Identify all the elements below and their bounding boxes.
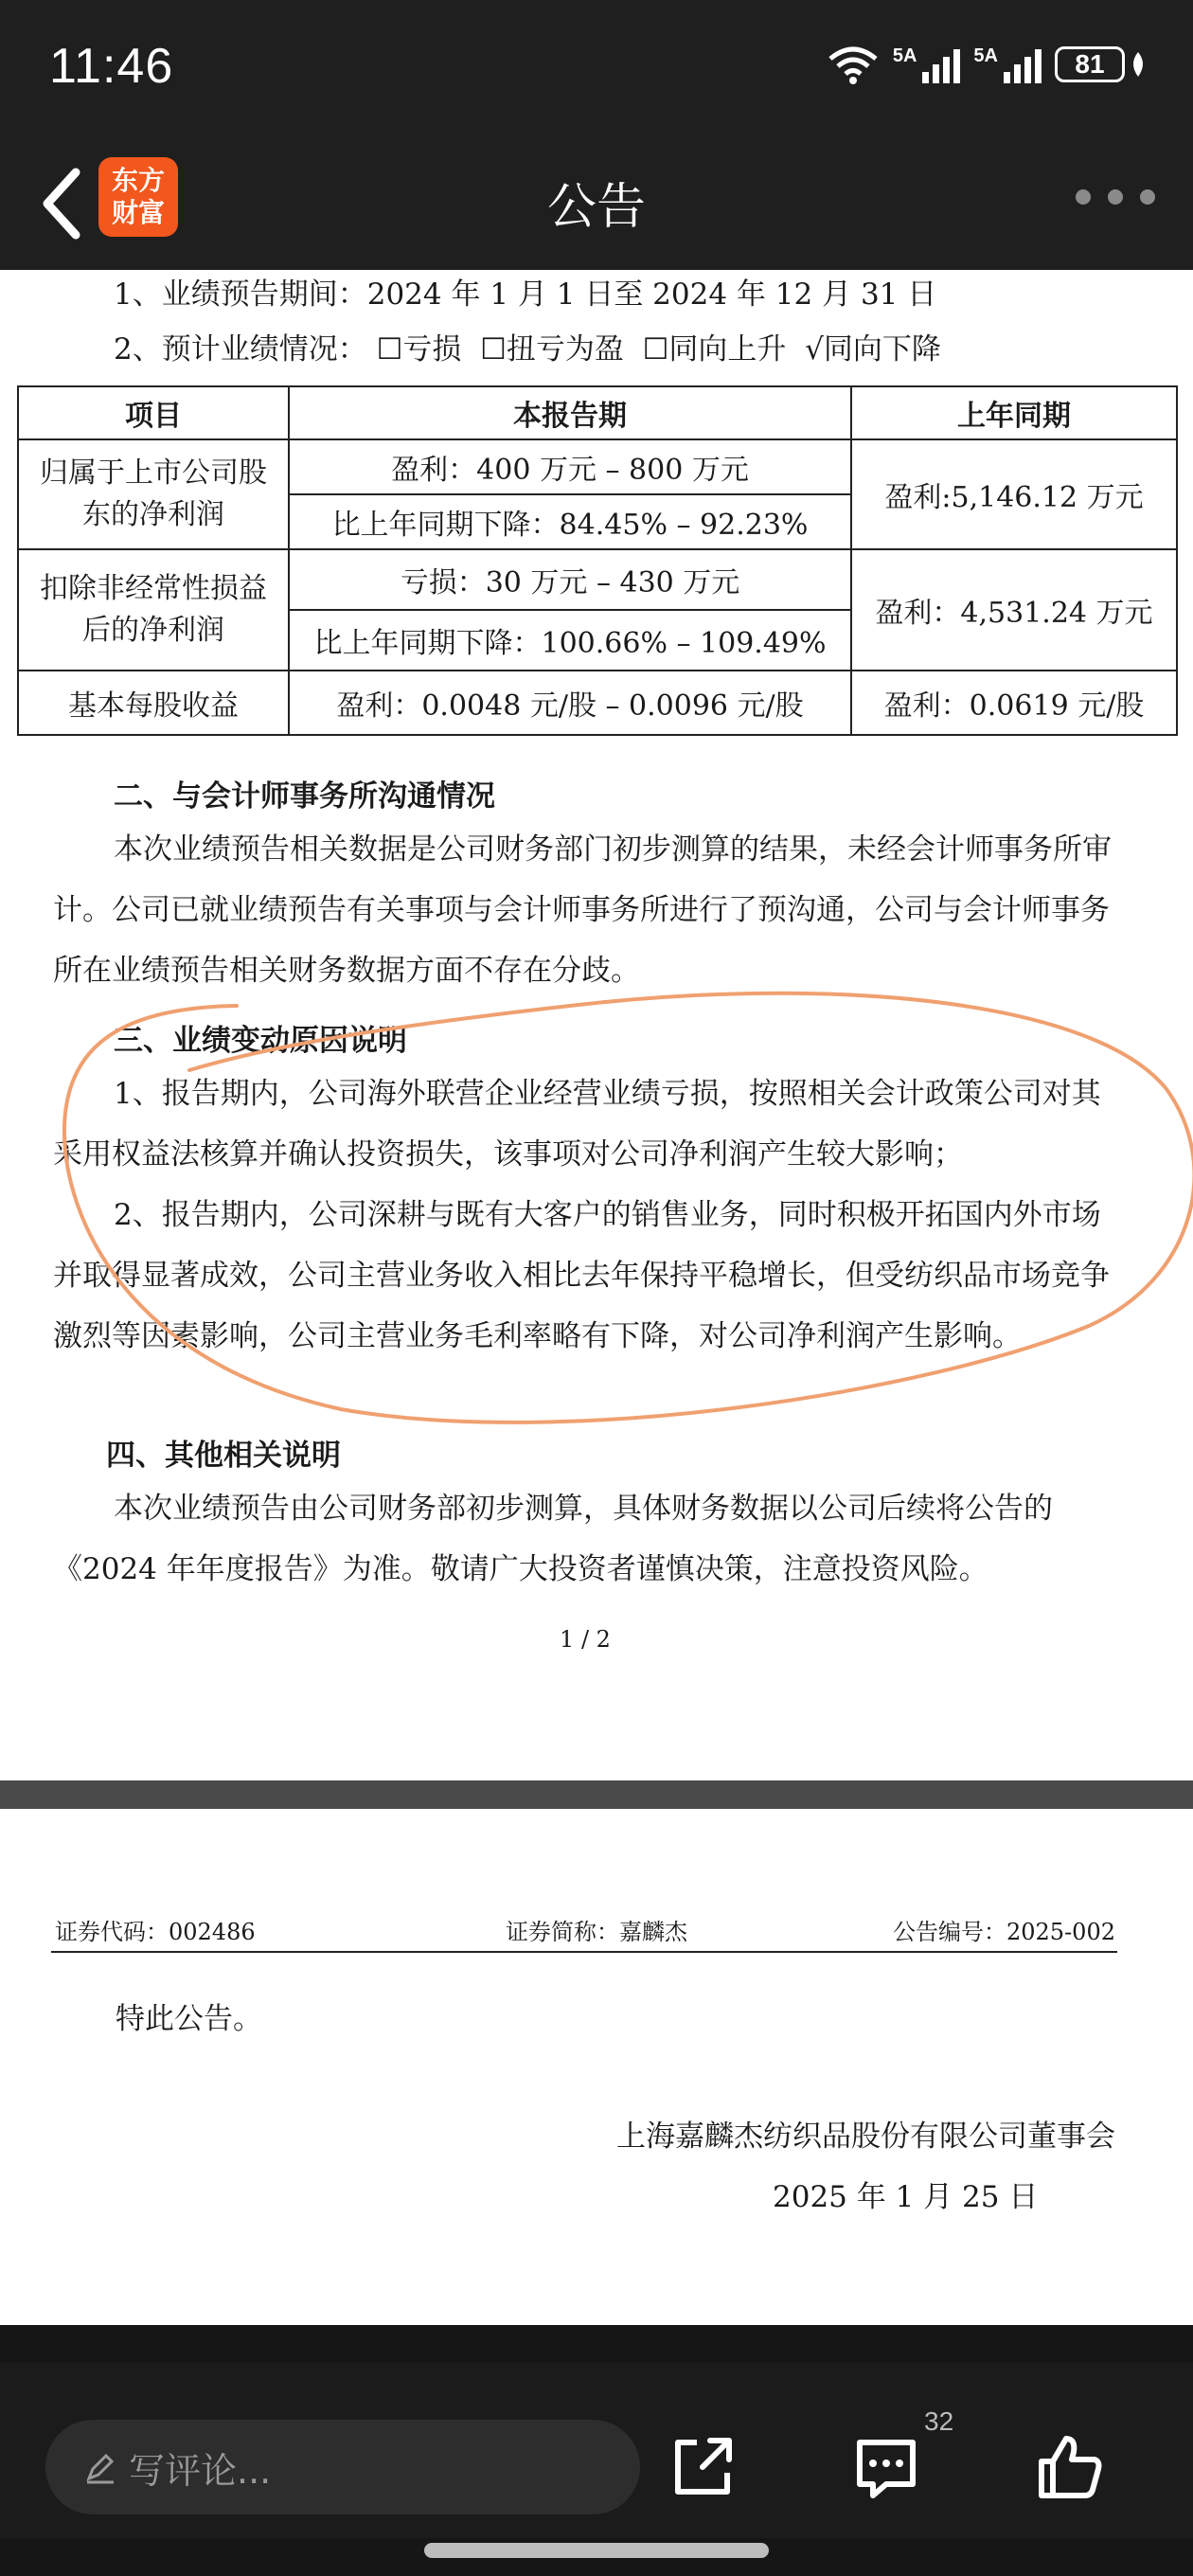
table-header: 上年同期 xyxy=(851,386,1177,439)
clock: 11:46 xyxy=(49,39,174,94)
table-cell: 比上年同期下降：100.66% – 109.49% xyxy=(289,610,851,671)
section-3-para-2: 2、报告期内，公司深耕与既有大客户的销售业务，同时积极开拓国内外市场并取得显著成效，公司主营业务收入相比去年保持平稳增长，但受纺织品市场竞争激烈等因素影响，公司主营业务毛利率略有下降，对公司净利润产生影响。 xyxy=(53,1198,1110,1353)
leaf-icon xyxy=(1129,50,1148,79)
notice-number: 公告编号：2025-002 xyxy=(893,1919,1115,1945)
app-bar xyxy=(0,142,1193,270)
forecast-period: 1、业绩预告期间：2024 年 1 月 1 日至 2024 年 12 月 31 日 xyxy=(114,277,937,312)
section-3-title: 三、业绩变动原因说明 xyxy=(114,1024,407,1058)
table-cell: 盈利：0.0048 元/股 – 0.0096 元/股 xyxy=(289,671,851,735)
option-turnaround: ☐扭亏为盈 xyxy=(480,332,624,367)
page-number: 1 / 2 xyxy=(560,1626,611,1653)
table-header: 项目 xyxy=(18,386,289,439)
table-cell: 归属于上市公司股东的净利润 xyxy=(18,439,289,549)
document-page-2 xyxy=(0,1809,1193,2325)
system-icons xyxy=(827,44,1148,85)
battery-level: 81 xyxy=(1055,46,1125,82)
cell-signal-1-icon: 5A xyxy=(893,45,961,83)
comment-placeholder: 写评论... xyxy=(129,2449,272,2492)
section-2-title: 二、与会计师事务所沟通情况 xyxy=(114,779,495,814)
bottom-action-bar xyxy=(0,2325,1193,2576)
table-cell: 盈利：0.0619 元/股 xyxy=(851,671,1177,735)
forecast-status: 2、预计业绩情况： ☐亏损 ☐扭亏为盈 ☐同向上升 √同向下降 xyxy=(114,332,941,367)
like-icon[interactable] xyxy=(1032,2429,1108,2505)
section-2-body: 本次业绩预告相关数据是公司财务部门初步测算的结果，未经会计师事务所审计。公司已就业绩预告有关事项与会计师事务所进行了预沟通，公司与会计师事务所在业绩预告相关财务数据方面不存在分歧。 xyxy=(53,832,1112,988)
stock-name: 证券简称：嘉麟杰 xyxy=(506,1919,687,1945)
closing-text: 特此公告。 xyxy=(116,2002,262,2036)
pencil-icon xyxy=(83,2450,117,2484)
section-4-title: 四、其他相关说明 xyxy=(106,1439,341,1473)
comment-input[interactable] xyxy=(45,2420,640,2514)
header-rule xyxy=(51,1951,1117,1953)
option-increase: ☐同向上升 xyxy=(642,332,787,367)
section-3-para-1: 1、报告期内，公司海外联营企业经营业绩亏损，按照相关会计政策公司对其采用权益法核算并确认投资损失，该事项对公司净利润产生较大影响； xyxy=(53,1077,1101,1172)
table-cell: 比上年同期下降：84.45% – 92.23% xyxy=(289,494,851,549)
wifi-icon xyxy=(827,44,880,85)
stock-code: 证券代码：002486 xyxy=(55,1919,256,1945)
signature-date: 2025 年 1 月 25 日 xyxy=(773,2180,1039,2214)
more-options-icon[interactable] xyxy=(1076,189,1155,205)
comment-count: 32 xyxy=(924,2406,954,2436)
table-cell: 盈利:5,146.12 万元 xyxy=(851,439,1177,549)
option-loss: ☐亏损 xyxy=(376,332,462,367)
comment-icon[interactable] xyxy=(848,2429,924,2505)
forecast-table xyxy=(17,385,1178,736)
document-page-1 xyxy=(0,270,1193,1780)
battery-icon xyxy=(1055,46,1148,82)
page-title: 公告 xyxy=(546,179,646,236)
status-bar xyxy=(0,0,1193,142)
table-cell: 盈利：400 万元 – 800 万元 xyxy=(289,439,851,494)
table-cell: 亏损：30 万元 – 430 万元 xyxy=(289,549,851,610)
signatory: 上海嘉麟杰纺织品股份有限公司董事会 xyxy=(616,2120,1115,2154)
home-indicator[interactable] xyxy=(424,2543,769,2558)
table-header: 本报告期 xyxy=(289,386,851,439)
section-4-body: 本次业绩预告由公司财务部初步测算，具体财务数据以公司后续将公告的《2024 年年度报告》为准。敬请广大投资者谨慎决策，注意投资风险。 xyxy=(53,1492,1053,1586)
app-logo: 东方 财富 xyxy=(98,157,178,237)
table-cell: 扣除非经常性损益后的净利润 xyxy=(18,549,289,671)
page-divider xyxy=(0,1780,1193,1809)
share-icon[interactable] xyxy=(665,2429,740,2505)
table-cell: 盈利：4,531.24 万元 xyxy=(851,549,1177,671)
cell-signal-2-icon: 5A xyxy=(973,45,1042,83)
option-decrease: √同向下降 xyxy=(805,332,941,367)
table-cell: 基本每股收益 xyxy=(18,671,289,735)
